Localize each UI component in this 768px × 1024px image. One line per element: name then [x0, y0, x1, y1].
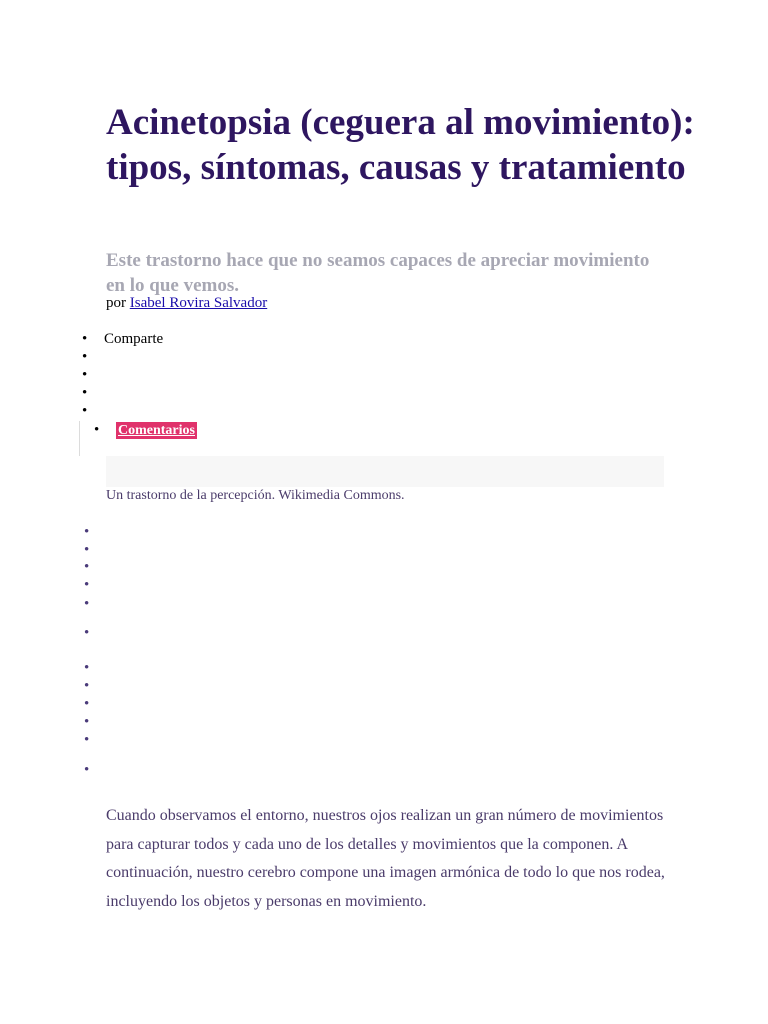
share-item-1[interactable]: [82, 348, 104, 366]
list-item[interactable]: [84, 677, 106, 695]
comments-button[interactable]: Comentarios: [118, 423, 195, 438]
article-subtitle: Este trastorno hace que no seamos capaces de apreciar movimiento en lo que vemos.: [106, 250, 650, 296]
list-item[interactable]: [84, 731, 106, 749]
byline-prefix: por: [106, 295, 126, 311]
list-item[interactable]: [84, 558, 106, 576]
list-item[interactable]: [84, 713, 106, 731]
list-item[interactable]: [84, 595, 106, 613]
list-item[interactable]: [84, 576, 106, 594]
list-item[interactable]: [84, 659, 106, 677]
share-item-3[interactable]: [82, 384, 104, 402]
image-caption: Un trastorno de la percepción. Wikimedia Commons.: [106, 488, 405, 503]
share-item-label: [82, 330, 163, 348]
share-label: Comparte: [104, 331, 164, 347]
list-item[interactable]: [84, 541, 106, 559]
byline: [106, 294, 267, 312]
divider-line: [79, 421, 80, 456]
article-title: Acinetopsia (ceguera al movimiento): tipos, síntomas, causas y tratamiento: [106, 102, 695, 188]
comments-item: [94, 421, 197, 440]
body-paragraph: Cuando observamos el entorno, nuestros ojos realizan un gran número de movimientos para capturar todos y cada uno de los detalles y movimientos que la componen. A continuación, nuestro cerebro compone una imagen armónica de todo lo que nos rodea, incluyendo los objetos y personas en movimiento.: [106, 807, 665, 910]
list-item[interactable]: [84, 624, 106, 642]
share-item-2[interactable]: [82, 366, 104, 384]
list-item[interactable]: [84, 695, 106, 713]
article-image: [106, 456, 664, 487]
list-item[interactable]: [84, 761, 106, 779]
share-item-4[interactable]: [82, 402, 104, 420]
list-item[interactable]: [84, 523, 106, 541]
author-link[interactable]: Isabel Rovira Salvador: [129, 295, 268, 311]
